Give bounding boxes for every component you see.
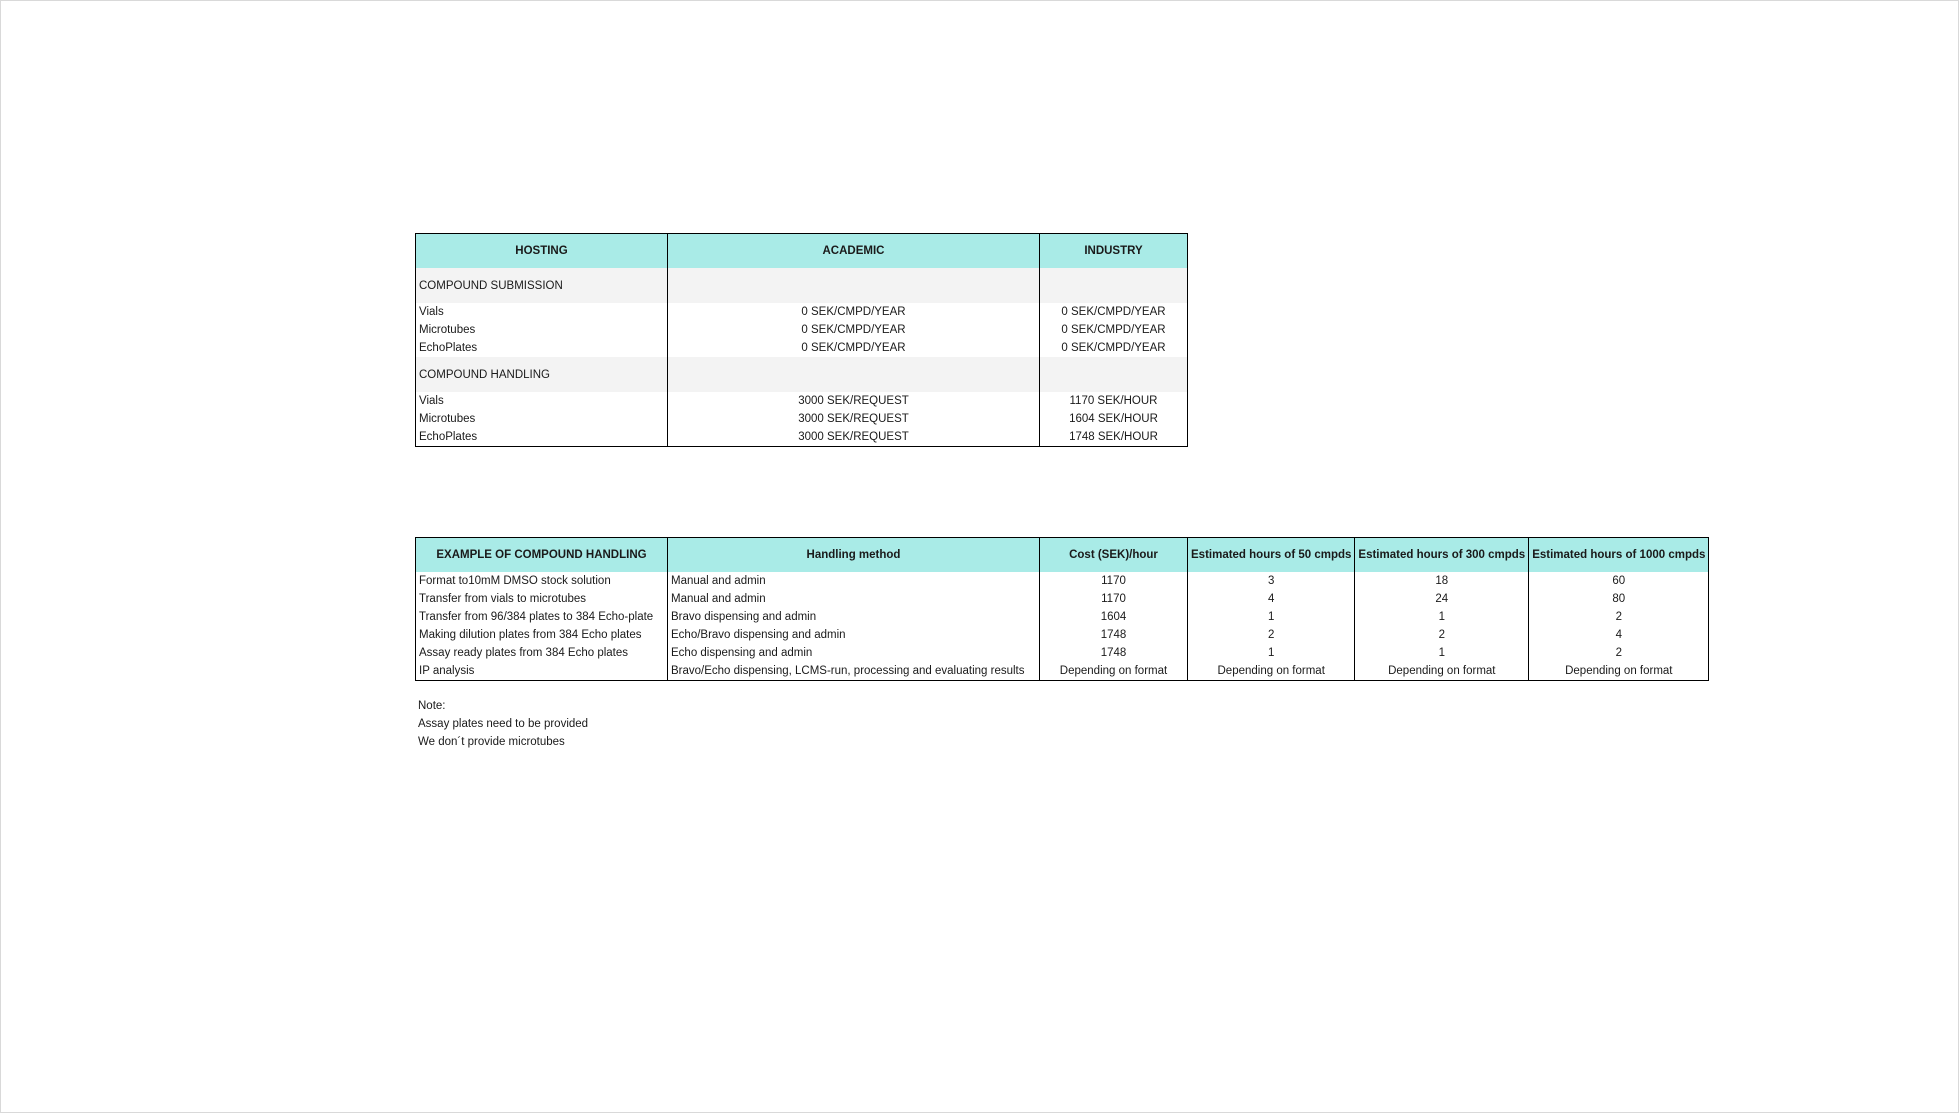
notes-line: We don´t provide microtubes [418,736,565,748]
example-cell: Assay ready plates from 384 Echo plates [416,644,668,662]
industry-cell: 1748 SEK/HOUR [1040,428,1188,447]
hosting-price-table [415,233,1188,447]
hosting-header-row [416,234,1188,269]
academic-cell: 3000 SEK/REQUEST [668,428,1040,447]
method-cell: Manual and admin [668,572,1040,590]
section-title: COMPOUND HANDLING [416,357,668,392]
method-cell: Bravo/Echo dispensing, LCMS-run, processing and evaluating results [668,662,1040,681]
academic-cell: 0 SEK/CMPD/YEAR [668,339,1040,357]
hours-300-cell: 1 [1355,608,1529,626]
method-cell: Echo/Bravo dispensing and admin [668,626,1040,644]
method-cell: Echo dispensing and admin [668,644,1040,662]
header-method: Handling method [668,538,1040,573]
method-cell: Manual and admin [668,590,1040,608]
hours-1000-cell: 60 [1529,572,1709,590]
header-hosting: HOSTING [416,234,668,269]
industry-cell: 0 SEK/CMPD/YEAR [1040,321,1188,339]
hours-50-cell: 1 [1188,644,1355,662]
item-cell: Microtubes [416,410,668,428]
table-row [416,662,1709,681]
cost-cell: 1748 [1040,644,1188,662]
item-cell: Vials [416,303,668,321]
header-hours-300: Estimated hours of 300 cmpds [1355,538,1529,573]
header-academic: ACADEMIC [668,234,1040,269]
industry-cell: 1170 SEK/HOUR [1040,392,1188,410]
table-row [416,608,1709,626]
example-cell: Transfer from vials to microtubes [416,590,668,608]
notes-line: Assay plates need to be provided [418,718,589,730]
item-cell: EchoPlates [416,339,668,357]
table-row [416,428,1188,447]
academic-cell: 3000 SEK/REQUEST [668,392,1040,410]
cost-cell: 1170 [1040,590,1188,608]
hours-300-cell: 1 [1355,644,1529,662]
hours-50-cell: 2 [1188,626,1355,644]
table-row [416,644,1709,662]
cost-cell: 1748 [1040,626,1188,644]
hours-300-cell: 2 [1355,626,1529,644]
header-cost: Cost (SEK)/hour [1040,538,1188,573]
industry-cell: 1604 SEK/HOUR [1040,410,1188,428]
notes-title: Note: [418,700,446,712]
table-row [416,303,1188,321]
section-row-compound-handling [416,357,1188,392]
table-row [416,392,1188,410]
section-title: COMPOUND SUBMISSION [416,268,668,303]
academic-cell: 3000 SEK/REQUEST [668,410,1040,428]
example-cell: Making dilution plates from 384 Echo plates [416,626,668,644]
table-row [416,410,1188,428]
header-example: EXAMPLE OF COMPOUND HANDLING [416,538,668,573]
notes-block [418,697,588,751]
cost-cell: Depending on format [1040,662,1188,681]
table-row [416,626,1709,644]
hours-300-cell: 24 [1355,590,1529,608]
item-cell: Vials [416,392,668,410]
header-industry: INDUSTRY [1040,234,1188,269]
hours-1000-cell: 80 [1529,590,1709,608]
academic-cell: 0 SEK/CMPD/YEAR [668,303,1040,321]
cost-cell: 1604 [1040,608,1188,626]
example-cell: Format to10mM DMSO stock solution [416,572,668,590]
example-cell: IP analysis [416,662,668,681]
table-row [416,572,1709,590]
hours-300-cell: 18 [1355,572,1529,590]
item-cell: Microtubes [416,321,668,339]
handling-header-row [416,538,1709,573]
hours-50-cell: 3 [1188,572,1355,590]
academic-cell: 0 SEK/CMPD/YEAR [668,321,1040,339]
section-row-compound-submission [416,268,1188,303]
industry-cell: 0 SEK/CMPD/YEAR [1040,303,1188,321]
hours-50-cell: 4 [1188,590,1355,608]
table-row [416,339,1188,357]
hours-1000-cell: Depending on format [1529,662,1709,681]
example-cell: Transfer from 96/384 plates to 384 Echo-plate [416,608,668,626]
cost-cell: 1170 [1040,572,1188,590]
table-row [416,321,1188,339]
hours-50-cell: Depending on format [1188,662,1355,681]
header-hours-50: Estimated hours of 50 cmpds [1188,538,1355,573]
table-row [416,590,1709,608]
hours-1000-cell: 4 [1529,626,1709,644]
hours-300-cell: Depending on format [1355,662,1529,681]
hours-1000-cell: 2 [1529,608,1709,626]
hours-50-cell: 1 [1188,608,1355,626]
industry-cell: 0 SEK/CMPD/YEAR [1040,339,1188,357]
compound-handling-example-table [415,537,1709,681]
item-cell: EchoPlates [416,428,668,447]
method-cell: Bravo dispensing and admin [668,608,1040,626]
hours-1000-cell: 2 [1529,644,1709,662]
header-hours-1000: Estimated hours of 1000 cmpds [1529,538,1709,573]
